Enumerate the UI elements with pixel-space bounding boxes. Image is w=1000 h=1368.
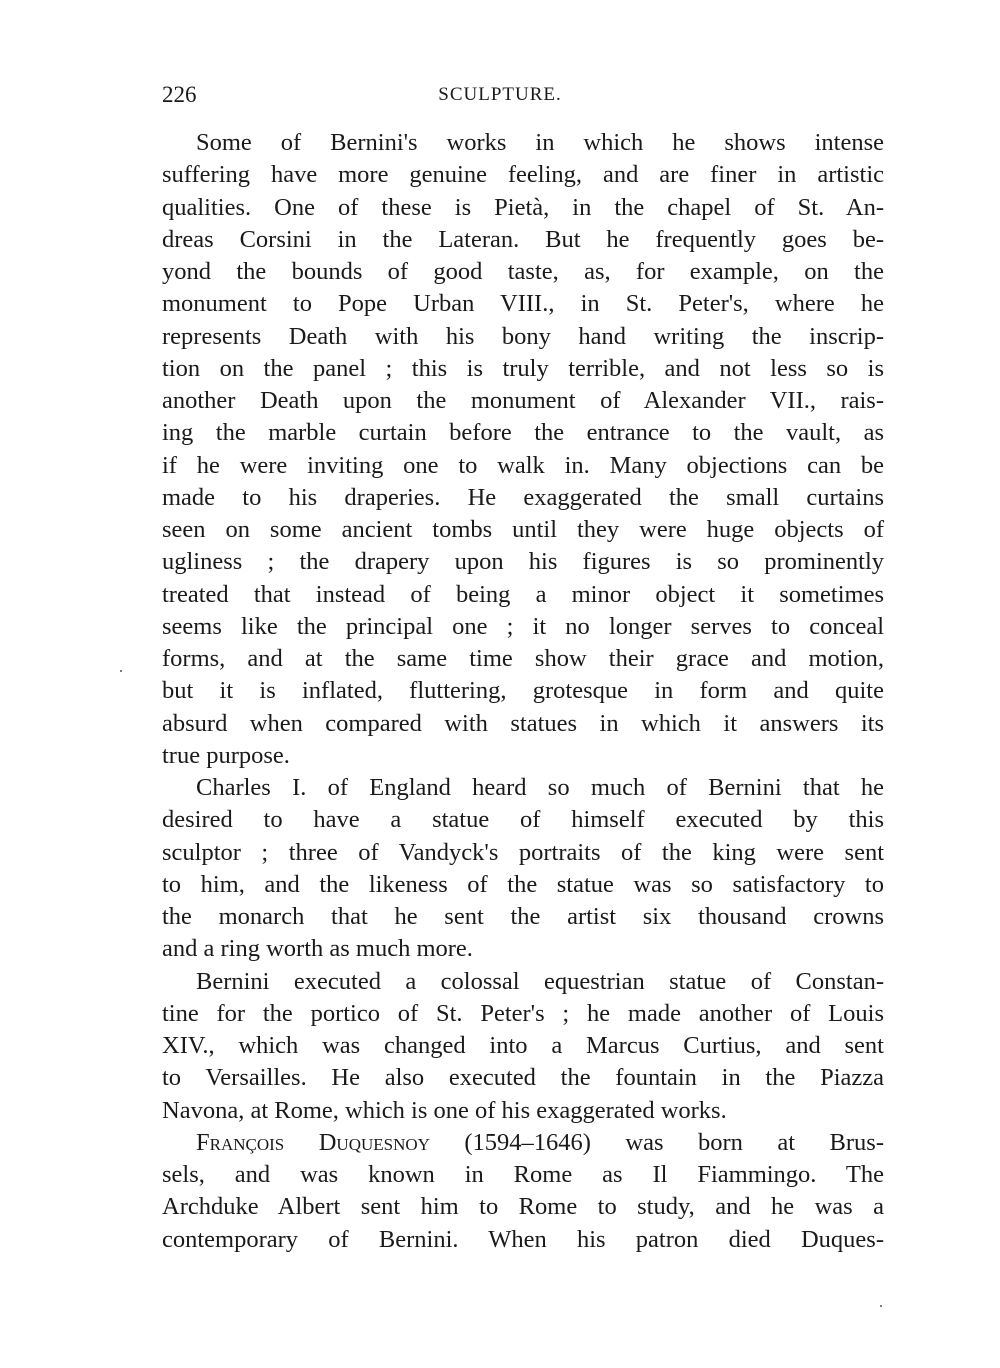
text-line: desired to have a statue of himself executed by this: [162, 806, 884, 834]
text-line: tine for the portico of St. Peter's ; he made another of Louis: [162, 999, 884, 1027]
text-line: absurd when compared with statues in which it answers its: [162, 709, 884, 737]
text-line: yond the bounds of good taste, as, for example, on the: [162, 258, 884, 285]
scan-speck: [880, 1305, 882, 1307]
text-line: ing the marble curtain before the entrance to the vault, as: [162, 419, 884, 447]
text-line: tion on the panel ; this is truly terrible, and not less so is: [162, 354, 884, 382]
text-line: Archduke Albert sent him to Rome to study, and he was a: [162, 1193, 884, 1221]
text-line: the monarch that he sent the artist six thousand crowns: [162, 903, 884, 930]
scan-speck: [120, 670, 122, 672]
text-segment: (1594–1646) was born at Brus-: [429, 1128, 884, 1156]
text-line: to him, and the likeness of the statue was so satisfactory to: [162, 870, 884, 898]
text-line: to Versailles. He also executed the fountain in the Piazza: [162, 1064, 884, 1092]
text-line: ugliness ; the drapery upon his figures is so prominently: [162, 548, 884, 576]
text-line: if he were inviting one to walk in. Many objections can be: [162, 451, 884, 479]
text-line: made to his draperies. He exaggerated the small curtains: [162, 483, 884, 511]
text-line: seen on some ancient tombs until they were huge objects of: [162, 516, 884, 543]
text-line: seems like the principal one ; it no longer serves to conceal: [162, 612, 884, 640]
body-text: [162, 127, 884, 1256]
text-line: dreas Corsini in the Lateran. But he frequently goes be-: [162, 225, 884, 253]
text-line: Charles I. of England heard so much of Bernini that he: [196, 774, 884, 801]
text-line: sculptor ; three of Vandyck's portraits of the king were sent: [162, 838, 884, 866]
text-line: suffering have more genuine feeling, and are finer in artistic: [162, 161, 884, 189]
text-line: but it is inflated, fluttering, grotesque in form and quite: [162, 677, 884, 705]
text-line: contemporary of Bernini. When his patron died Duques-: [162, 1225, 884, 1253]
text-line: qualities. One of these is Pietà, in the chapel of St. An-: [162, 193, 884, 221]
text-line: another Death upon the monument of Alexander VII., rais-: [162, 387, 884, 414]
text-line: represents Death with his bony hand writing the inscrip-: [162, 322, 884, 350]
text-line: sels, and was known in Rome as Il Fiammingo. The: [162, 1161, 884, 1188]
running-head: SCULPTURE.: [438, 84, 562, 105]
text-line: [162, 1127, 884, 1159]
text-line: monument to Pope Urban VIII., in St. Peter's, where he: [162, 290, 884, 318]
text-line: Bernini executed a colossal equestrian statue of Constan-: [196, 967, 884, 995]
text-line: true purpose.: [162, 741, 290, 769]
text-line: XIV., which was changed into a Marcus Curtius, and sent: [162, 1032, 884, 1059]
text-line: forms, and at the same time show their grace and motion,: [162, 645, 884, 672]
page-number: 226: [162, 82, 197, 107]
text-line: Some of Bernini's works in which he shows intense: [196, 129, 884, 156]
text-line: Navona, at Rome, which is one of his exaggerated works.: [162, 1096, 727, 1124]
text-line: and a ring worth as much more.: [162, 935, 473, 963]
name-smallcaps: François Duquesnoy: [196, 1128, 430, 1156]
text-line: treated that instead of being a minor object it sometimes: [162, 580, 884, 608]
